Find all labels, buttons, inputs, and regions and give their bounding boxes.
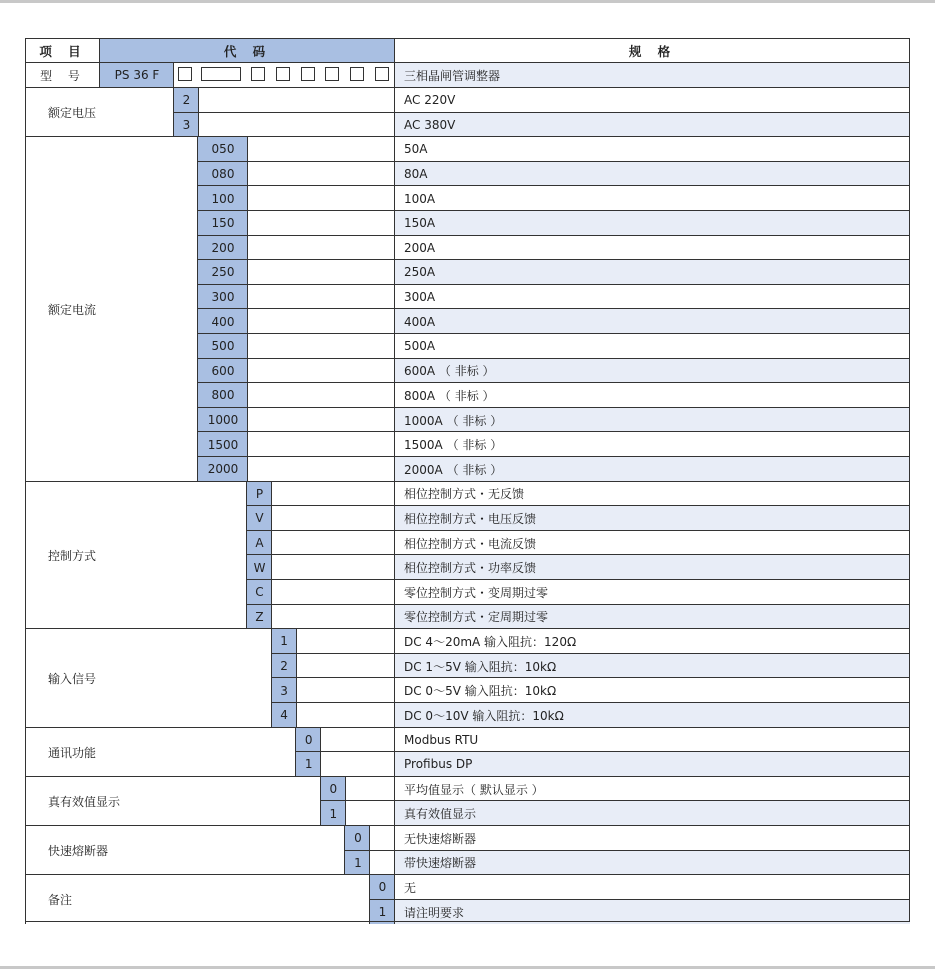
code-spacer (271, 530, 395, 556)
code-fuse: 1 (344, 850, 370, 876)
spec-comm: Modbus RTU (394, 727, 910, 753)
spec-input: DC 0～5V 输入阻抗：10kΩ (394, 677, 910, 703)
code-spacer (198, 87, 395, 113)
group-label-voltage: 额定电压 (25, 87, 174, 137)
code-spacer (296, 653, 395, 679)
code-spacer (320, 751, 395, 777)
spec-current: 300A (394, 284, 910, 310)
spec-fuse: 无快速熔断器 (394, 825, 910, 851)
group-label-input: 输入信号 (25, 628, 272, 727)
spec-control: 相位控制方式・功率反馈 (394, 554, 910, 580)
spec-display: 平均值显示（ 默认显示 ） (394, 776, 910, 802)
code-input: 2 (271, 653, 297, 679)
spec-current: 2000A （ 非标 ） (394, 456, 910, 482)
code-spacer (369, 825, 395, 851)
code-current: 800 (197, 382, 248, 408)
code-current: 250 (197, 259, 248, 285)
code-spacer (345, 776, 395, 802)
code-current: 200 (197, 235, 248, 261)
spec-remark: 无 (394, 874, 910, 900)
spec-control: 相位控制方式・无反馈 (394, 481, 910, 507)
code-voltage: 2 (173, 87, 199, 113)
code-comm: 0 (295, 727, 321, 753)
group-label-comm: 通讯功能 (25, 727, 296, 777)
group-label-current: 额定电流 (25, 136, 198, 481)
spec-current: 200A (394, 235, 910, 261)
code-box-control (251, 67, 265, 81)
code-spacer (271, 554, 395, 580)
code-spacer (320, 727, 395, 753)
code-control: Z (246, 604, 272, 630)
header-spec: 规 格 (394, 38, 910, 63)
code-current: 300 (197, 284, 248, 310)
code-spacer (345, 800, 395, 826)
spec-control: 相位控制方式・电压反馈 (394, 505, 910, 531)
code-spacer (247, 456, 395, 482)
code-current: 500 (197, 333, 248, 359)
code-spacer (271, 604, 395, 630)
spec-display: 真有效值显示 (394, 800, 910, 826)
code-current: 100 (197, 185, 248, 211)
code-current: 400 (197, 308, 248, 334)
code-spacer (247, 382, 395, 408)
group-label-fuse: 快速熔断器 (25, 825, 345, 875)
spec-voltage: AC 380V (394, 112, 910, 138)
spec-remark: 请注明要求 (394, 899, 910, 925)
spec-current: 1000A （ 非标 ） (394, 407, 910, 433)
bottom-rule (0, 966, 935, 969)
spec-control: 零位控制方式・变周期过零 (394, 579, 910, 605)
code-control: W (246, 554, 272, 580)
code-spacer (296, 702, 395, 728)
code-box-voltage (178, 67, 192, 81)
code-spacer (296, 677, 395, 703)
code-current: 1000 (197, 407, 248, 433)
spec-current: 80A (394, 161, 910, 187)
spec-current: 50A (394, 136, 910, 162)
code-remark: 1 (369, 899, 395, 925)
code-current: 150 (197, 210, 248, 236)
code-control: P (246, 481, 272, 507)
spec-current: 600A （ 非标 ） (394, 358, 910, 384)
code-display: 1 (320, 800, 346, 826)
code-spacer (271, 505, 395, 531)
code-control: A (246, 530, 272, 556)
code-spacer (247, 358, 395, 384)
code-spacer (247, 210, 395, 236)
frame-right (909, 38, 910, 922)
spec-input: DC 4～20mA 输入阻抗：120Ω (394, 628, 910, 654)
code-box-display (325, 67, 339, 81)
code-spacer (247, 136, 395, 162)
code-spacer (247, 308, 395, 334)
code-current: 600 (197, 358, 248, 384)
code-spacer (369, 850, 395, 876)
group-label-display: 真有效值显示 (25, 776, 321, 826)
spec-current: 1500A （ 非标 ） (394, 431, 910, 457)
code-spacer (271, 579, 395, 605)
group-label-control: 控制方式 (25, 481, 247, 630)
spec-input: DC 1～5V 输入阻抗：10kΩ (394, 653, 910, 679)
group-label-remark: 备注 (25, 874, 370, 924)
code-input: 4 (271, 702, 297, 728)
code-box-input (276, 67, 290, 81)
code-input: 1 (271, 628, 297, 654)
spec-input: DC 0～10V 输入阻抗：10kΩ (394, 702, 910, 728)
code-remark: 0 (369, 874, 395, 900)
code-box-comm (301, 67, 315, 81)
spec-comm: Profibus DP (394, 751, 910, 777)
code-spacer (198, 112, 395, 138)
frame-bottom (25, 921, 910, 922)
code-box-remark (375, 67, 389, 81)
header-code: 代 码 (99, 38, 395, 63)
spec-current: 500A (394, 333, 910, 359)
code-comm: 1 (295, 751, 321, 777)
model-spec: 三相晶闸管调整器 (394, 62, 910, 87)
code-spacer (247, 407, 395, 433)
model-prefix: PS 36 F (99, 62, 174, 87)
code-box-fuse (350, 67, 364, 81)
code-spacer (247, 431, 395, 457)
code-spacer (247, 185, 395, 211)
code-current: 1500 (197, 431, 248, 457)
spec-voltage: AC 220V (394, 87, 910, 113)
code-spacer (247, 235, 395, 261)
code-display: 0 (320, 776, 346, 802)
spec-current: 100A (394, 185, 910, 211)
spec-control: 零位控制方式・定周期过零 (394, 604, 910, 630)
code-control: V (246, 505, 272, 531)
spec-fuse: 带快速熔断器 (394, 850, 910, 876)
code-current: 080 (197, 161, 248, 187)
code-spacer (296, 628, 395, 654)
spec-current: 250A (394, 259, 910, 285)
spec-current: 150A (394, 210, 910, 236)
code-voltage: 3 (173, 112, 199, 138)
code-fuse: 0 (344, 825, 370, 851)
code-spacer (247, 284, 395, 310)
code-current: 2000 (197, 456, 248, 482)
spec-control: 相位控制方式・电流反馈 (394, 530, 910, 556)
code-spacer (247, 259, 395, 285)
header-item: 项 目 (25, 38, 100, 63)
model-label: 型 号 (25, 62, 100, 87)
spec-current: 400A (394, 308, 910, 334)
code-current: 050 (197, 136, 248, 162)
code-box-current (201, 67, 241, 81)
code-input: 3 (271, 677, 297, 703)
code-control: C (246, 579, 272, 605)
code-spacer (271, 481, 395, 507)
spec-current: 800A （ 非标 ） (394, 382, 910, 408)
code-spacer (247, 333, 395, 359)
code-spacer (247, 161, 395, 187)
